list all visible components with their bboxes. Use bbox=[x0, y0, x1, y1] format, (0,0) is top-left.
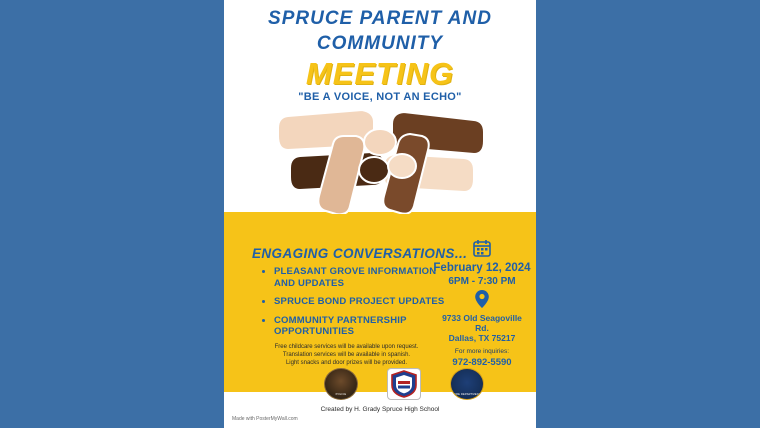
event-details bbox=[428, 238, 536, 368]
page-title-line2: COMMUNITY bbox=[316, 33, 444, 54]
police-department-badge-icon bbox=[324, 368, 358, 400]
event-time: 6PM - 7:30 PM bbox=[448, 276, 516, 287]
list-item: • PLEASANT GROVE INFORMATION AND UPDATES bbox=[274, 266, 449, 289]
page-title-line1: SPRUCE PARENT AND bbox=[268, 8, 492, 29]
list-item: • SPRUCE BOND PROJECT UPDATES bbox=[274, 296, 449, 308]
school-district-shield-icon bbox=[387, 368, 421, 400]
map-pin-icon bbox=[474, 289, 490, 309]
creator-credit: Created by H. Grady Spruce High School bbox=[320, 406, 440, 413]
watermark-text: Made with PosterMyWall.com bbox=[232, 416, 298, 422]
fineprint-block bbox=[254, 343, 439, 367]
calendar-icon bbox=[472, 238, 492, 258]
fire-logo-label: FIRE DEPARTMENT bbox=[453, 393, 481, 396]
event-date: February 12, 2024 bbox=[433, 262, 531, 274]
bullet-list bbox=[258, 266, 449, 345]
page-title-highlight: MEETING bbox=[305, 56, 455, 91]
flyer-page bbox=[224, 0, 536, 428]
inquiries-label: For more inquiries: bbox=[454, 348, 510, 355]
section-heading: ENGAGING CONVERSATIONS... bbox=[252, 246, 468, 261]
fire-department-seal-icon bbox=[450, 368, 484, 400]
address-line-3: Dallas, TX 75217 bbox=[448, 333, 516, 343]
event-address bbox=[428, 313, 536, 343]
list-item: • COMMUNITY PARTNERSHIP OPPORTUNITIES bbox=[274, 315, 449, 338]
fineprint-line: Translation services will be available in spanish. bbox=[282, 352, 411, 358]
police-logo-label: POLICE bbox=[335, 393, 347, 396]
contact-phone[interactable]: 972-892-5590 bbox=[452, 357, 512, 368]
partner-logos bbox=[324, 368, 484, 400]
fineprint-line: Light snacks and door prizes will be provided. bbox=[285, 360, 408, 366]
interlocking-arms-illustration bbox=[270, 106, 490, 214]
address-line-1: 9733 Old Seagoville bbox=[442, 313, 522, 323]
page-subtitle: "BE A VOICE, NOT AN ECHO" bbox=[298, 91, 462, 103]
fineprint-line: Free childcare services will be available upon request. bbox=[274, 344, 419, 350]
address-line-2: Rd. bbox=[475, 323, 489, 333]
